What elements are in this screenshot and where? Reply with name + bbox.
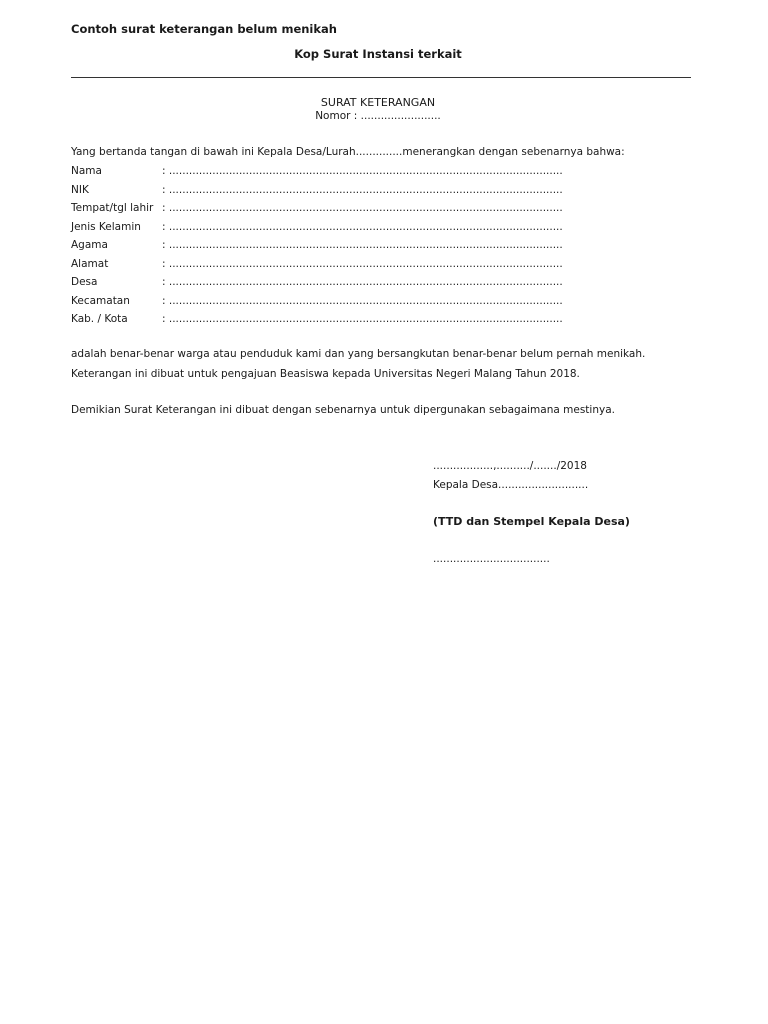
- field-row-jenis-kelamin: [71, 221, 563, 240]
- field-label: Agama: [71, 239, 108, 251]
- field-label: Tempat/tgl lahir: [71, 202, 154, 214]
- field-label: Jenis Kelamin: [71, 220, 141, 233]
- statement-paragraph: adalah benar-benar warga atau penduduk kami dan yang bersangkutan benar-benar belum pernah menikah.: [71, 348, 646, 360]
- letter-heading-text: SURAT KETERANGAN: [320, 96, 436, 109]
- field-value: : ......................................................................................................................: [162, 276, 563, 288]
- field-label: NIK: [71, 183, 89, 196]
- field-row-agama: [71, 239, 563, 258]
- field-value: : ......................................................................................................................: [162, 220, 563, 233]
- field-value: : ......................................................................................................................: [162, 294, 563, 307]
- closing-paragraph: Demikian Surat Keterangan ini dibuat dengan sebenarnya untuk dipergunakan sebagaimana mestinya.: [71, 404, 615, 416]
- field-row-nama: [71, 165, 563, 184]
- field-label: Desa: [71, 276, 98, 288]
- intro-paragraph: Yang bertanda tangan di bawah ini Kepala Desa/Lurah..............menerangkan dengan sebenarnya bahwa:: [71, 146, 625, 158]
- purpose-paragraph: Keterangan ini dibuat untuk pengajuan Beasiswa kepada Universitas Negeri Malang Tahun 2018.: [71, 368, 580, 380]
- document-caption: Contoh surat keterangan belum menikah: [71, 22, 337, 36]
- identity-field-list: [71, 165, 563, 332]
- field-row-tempat-tgl-lahir: [71, 202, 563, 221]
- letterhead-divider: [71, 77, 691, 78]
- field-row-desa: [71, 276, 563, 295]
- signature-role: Kepala Desa...........................: [433, 479, 589, 491]
- field-row-kecamatan: [71, 295, 563, 314]
- letter-number: [0, 110, 768, 122]
- letterhead-text: Kop Surat Instansi terkait: [294, 47, 462, 61]
- signature-stamp-note: (TTD dan Stempel Kepala Desa): [433, 515, 630, 528]
- field-value: : ......................................................................................................................: [162, 183, 563, 196]
- field-label: Alamat: [71, 257, 109, 270]
- letter-number-text: Nomor : ........................: [315, 110, 441, 122]
- field-label: Kecamatan: [71, 294, 130, 307]
- field-value: : ......................................................................................................................: [162, 165, 563, 177]
- field-row-alamat: [71, 258, 563, 277]
- letterhead: [0, 47, 768, 61]
- signature-name-line: ...................................: [433, 553, 550, 565]
- letter-heading: [0, 96, 768, 109]
- field-value: : ......................................................................................................................: [162, 202, 563, 214]
- signature-place-date: ..................,........../......./2018: [433, 460, 587, 472]
- field-value: : ......................................................................................................................: [162, 239, 563, 251]
- field-value: : ......................................................................................................................: [162, 313, 563, 325]
- field-label: Nama: [71, 165, 102, 177]
- field-label: Kab. / Kota: [71, 313, 128, 325]
- field-row-nik: [71, 184, 563, 203]
- field-row-kab-kota: [71, 313, 563, 332]
- field-value: : ......................................................................................................................: [162, 257, 563, 270]
